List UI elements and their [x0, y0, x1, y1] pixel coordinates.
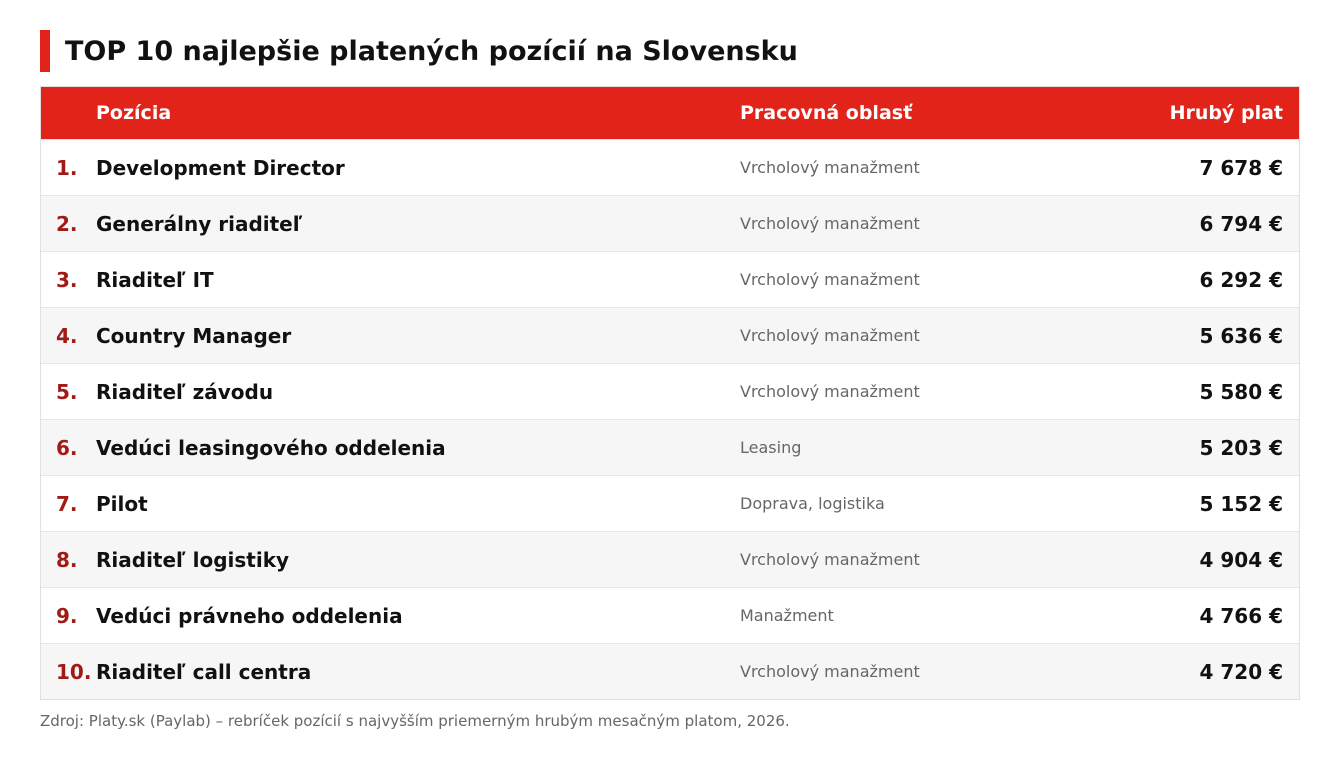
table-row	[41, 139, 1299, 195]
page-title: TOP 10 najlepšie platených pozícií na Slovensku	[65, 35, 798, 67]
row-salary: 4 720 €	[1199, 659, 1283, 684]
row-rank: 1.	[56, 155, 78, 180]
row-position: Country Manager	[96, 323, 292, 348]
row-salary: 5 152 €	[1199, 491, 1283, 516]
row-area: Doprava, logistika	[740, 494, 885, 513]
table-row	[41, 587, 1299, 643]
row-salary: 6 292 €	[1199, 267, 1283, 292]
title-block	[40, 30, 798, 72]
table-row	[41, 363, 1299, 419]
table-row	[41, 195, 1299, 251]
table-row	[41, 307, 1299, 363]
row-rank: 2.	[56, 211, 78, 236]
row-salary: 4 904 €	[1199, 547, 1283, 572]
row-position: Riaditeľ IT	[96, 267, 214, 292]
row-salary: 6 794 €	[1199, 211, 1283, 236]
title-accent-bar	[40, 30, 50, 72]
row-area: Vrcholový manažment	[740, 550, 920, 569]
table-row	[41, 643, 1299, 699]
header-area: Pracovná oblasť	[740, 102, 913, 124]
row-salary: 5 580 €	[1199, 379, 1283, 404]
row-area: Vrcholový manažment	[740, 214, 920, 233]
row-position: Vedúci právneho oddelenia	[96, 603, 403, 628]
row-rank: 4.	[56, 323, 78, 348]
row-position: Development Director	[96, 155, 345, 180]
row-salary: 4 766 €	[1199, 603, 1283, 628]
row-rank: 3.	[56, 267, 78, 292]
row-position: Vedúci leasingového oddelenia	[96, 435, 446, 460]
table-row	[41, 531, 1299, 587]
header-salary: Hrubý plat	[1169, 102, 1283, 124]
row-area: Vrcholový manažment	[740, 270, 920, 289]
row-rank: 5.	[56, 379, 78, 404]
row-area: Manažment	[740, 606, 834, 625]
row-salary: 5 636 €	[1199, 323, 1283, 348]
table-header	[41, 87, 1299, 139]
row-area: Vrcholový manažment	[740, 382, 920, 401]
row-rank: 10.	[56, 659, 92, 684]
table-row	[41, 251, 1299, 307]
row-salary: 7 678 €	[1199, 155, 1283, 180]
row-area: Leasing	[740, 438, 802, 457]
row-position: Riaditeľ logistiky	[96, 547, 290, 572]
row-area: Vrcholový manažment	[740, 158, 920, 177]
row-rank: 7.	[56, 491, 78, 516]
row-area: Vrcholový manažment	[740, 326, 920, 345]
table-row	[41, 419, 1299, 475]
source-note: Zdroj: Platy.sk (Paylab) – rebríček pozícií s najvyšším priemerným hrubým mesačným platom, 2026.	[40, 712, 790, 730]
row-position: Pilot	[96, 491, 148, 516]
row-position: Generálny riaditeľ	[96, 211, 303, 236]
table-row	[41, 475, 1299, 531]
row-rank: 9.	[56, 603, 78, 628]
header-position: Pozícia	[96, 102, 172, 124]
row-position: Riaditeľ závodu	[96, 379, 274, 404]
row-position: Riaditeľ call centra	[96, 659, 312, 684]
salary-table	[40, 86, 1300, 700]
row-rank: 8.	[56, 547, 78, 572]
row-area: Vrcholový manažment	[740, 662, 920, 681]
row-salary: 5 203 €	[1199, 435, 1283, 460]
row-rank: 6.	[56, 435, 78, 460]
